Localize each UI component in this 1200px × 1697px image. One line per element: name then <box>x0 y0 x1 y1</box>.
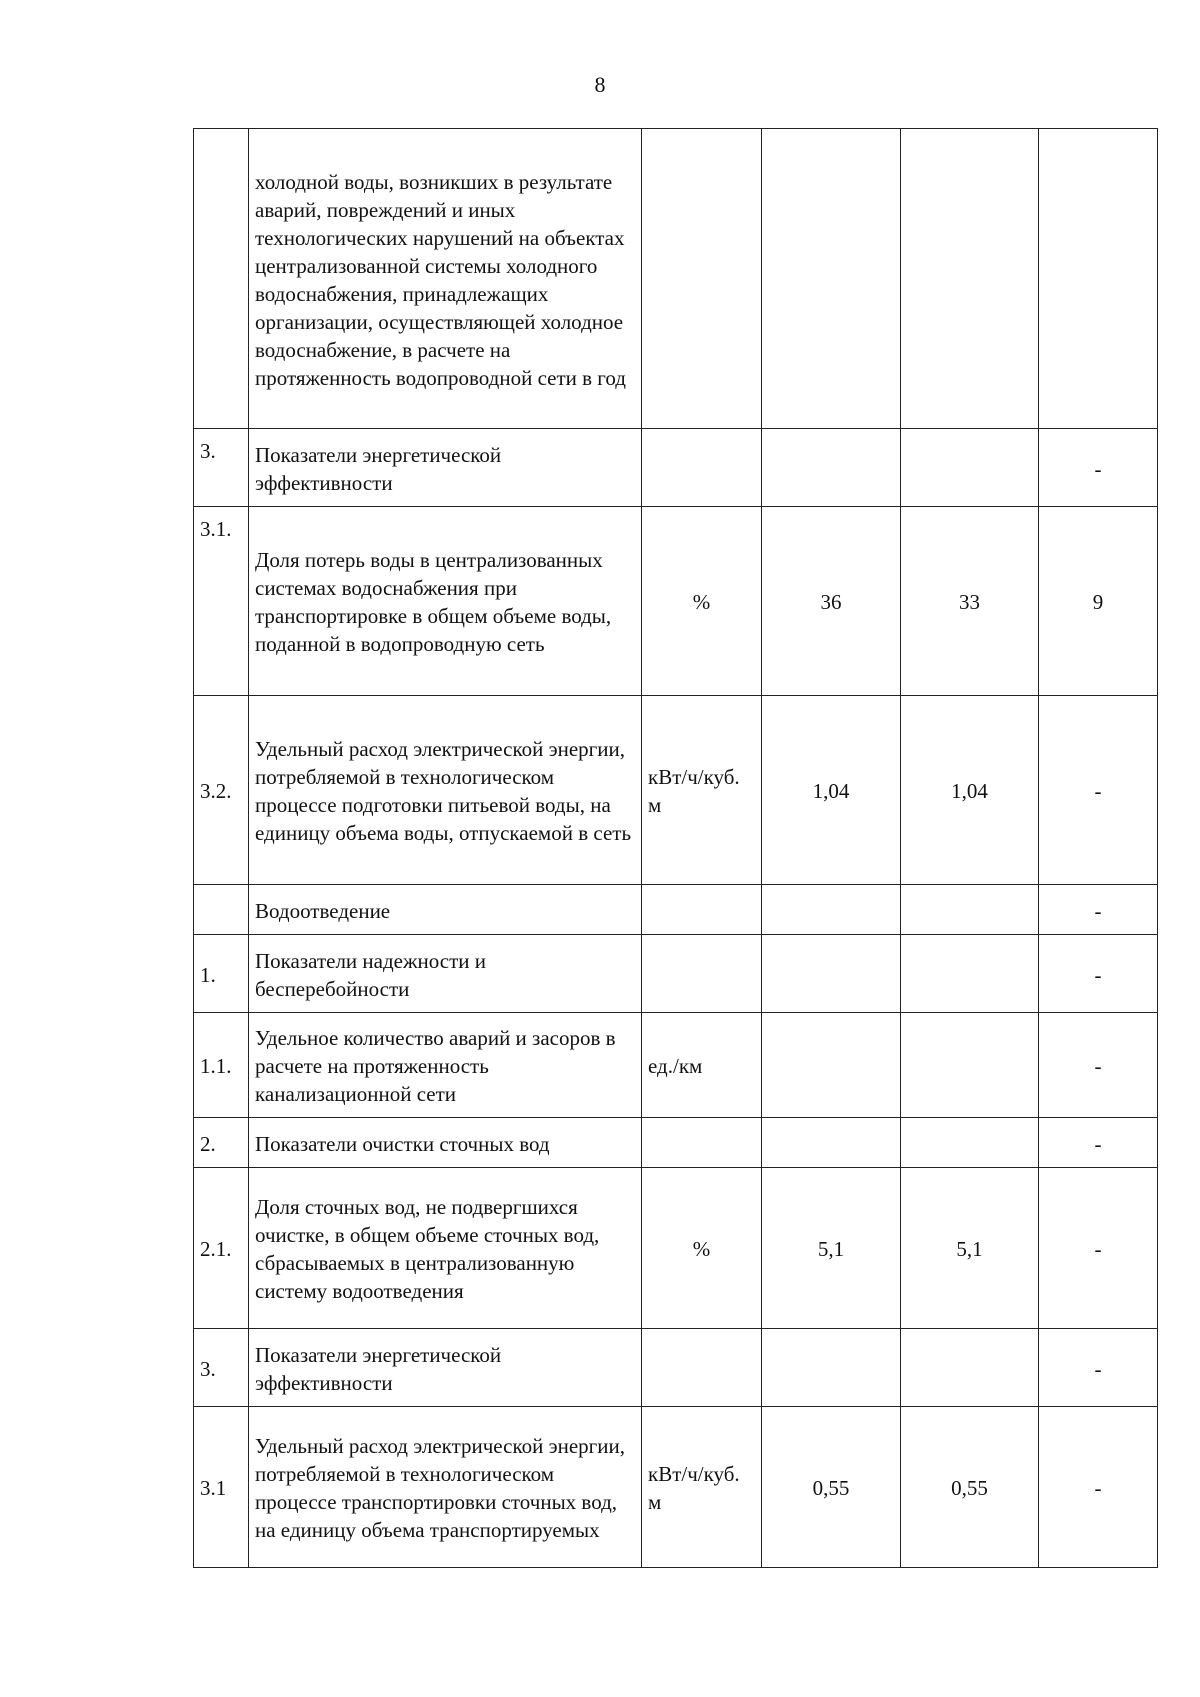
value-cell-2 <box>901 1329 1039 1407</box>
value-cell-1 <box>762 429 901 507</box>
unit-cell <box>642 1118 762 1168</box>
table-row <box>194 935 1158 1013</box>
indicator-name: Показатели надежности и бесперебойности <box>249 935 642 1013</box>
indicators-table <box>193 128 1158 1568</box>
value-cell-1 <box>762 1329 901 1407</box>
value-cell-1: 0,55 <box>762 1407 901 1568</box>
value-cell-2 <box>901 935 1039 1013</box>
row-number: 2. <box>194 1118 249 1168</box>
value-cell-2: 5,1 <box>901 1168 1039 1329</box>
value-cell-3: - <box>1039 1407 1158 1568</box>
row-number: 3. <box>194 1329 249 1407</box>
value-cell-2 <box>901 429 1039 507</box>
row-number <box>194 129 249 429</box>
value-cell-3: - <box>1039 1329 1158 1407</box>
value-cell-1: 36 <box>762 507 901 696</box>
value-cell-1 <box>762 885 901 935</box>
value-cell-1 <box>762 129 901 429</box>
indicator-name: Доля потерь воды в централизованных системах водоснабжения при транспортировке в общем объеме воды, поданной в водопроводную сеть <box>249 507 642 696</box>
value-cell-2 <box>901 129 1039 429</box>
unit-cell: % <box>642 507 762 696</box>
value-cell-3 <box>1039 129 1158 429</box>
row-number: 1.1. <box>194 1013 249 1118</box>
table-row <box>194 429 1158 507</box>
row-number: 3.1 <box>194 1407 249 1568</box>
unit-cell: кВт/ч/куб. м <box>642 696 762 885</box>
indicator-name: Удельный расход электрической энергии, потребляемой в технологическом процессе подготовки питьевой воды, на единицу объема воды, отпускаемой в сеть <box>249 696 642 885</box>
table-row <box>194 1407 1158 1568</box>
value-cell-1: 5,1 <box>762 1168 901 1329</box>
unit-cell <box>642 129 762 429</box>
value-cell-2 <box>901 1118 1039 1168</box>
indicator-name: Доля сточных вод, не подвергшихся очистке, в общем объеме сточных вод, сбрасываемых в централизованную систему водоотведения <box>249 1168 642 1329</box>
value-cell-1 <box>762 1013 901 1118</box>
unit-cell <box>642 935 762 1013</box>
value-cell-2 <box>901 885 1039 935</box>
section-heading: Водоотведение <box>249 885 642 935</box>
indicator-name: Удельное количество аварий и засоров в расчете на протяженность канализационной сети <box>249 1013 642 1118</box>
unit-cell: кВт/ч/куб. м <box>642 1407 762 1568</box>
value-cell-2: 1,04 <box>901 696 1039 885</box>
page-number: 8 <box>594 72 606 97</box>
value-cell-2 <box>901 1013 1039 1118</box>
indicator-name: холодной воды, возникших в результате аварий, повреждений и иных технологических нарушений на объектах централизованной системы холодного водоснабжения, принадлежащих организации, осуществляющей холодное водоснабжение, в расчете на протяженность водопроводной сети в год <box>249 129 642 429</box>
table-row <box>194 885 1158 935</box>
unit-cell: % <box>642 1168 762 1329</box>
value-cell-3: - <box>1039 429 1158 507</box>
indicator-name: Удельный расход электрической энергии, потребляемой в технологическом процессе транспортировки сточных вод, на единицу объема транспортируемых <box>249 1407 642 1568</box>
table-row <box>194 129 1158 429</box>
table-row <box>194 1329 1158 1407</box>
unit-cell: ед./км <box>642 1013 762 1118</box>
table-row <box>194 507 1158 696</box>
value-cell-3: - <box>1039 1013 1158 1118</box>
value-cell-3: - <box>1039 935 1158 1013</box>
value-cell-1 <box>762 1118 901 1168</box>
row-number: 3.2. <box>194 696 249 885</box>
value-cell-3: - <box>1039 696 1158 885</box>
row-number: 1. <box>194 935 249 1013</box>
value-cell-3: 9 <box>1039 507 1158 696</box>
value-cell-1: 1,04 <box>762 696 901 885</box>
table-row <box>194 1118 1158 1168</box>
value-cell-3: - <box>1039 1168 1158 1329</box>
value-cell-3: - <box>1039 1118 1158 1168</box>
table-row <box>194 1168 1158 1329</box>
row-number: 2.1. <box>194 1168 249 1329</box>
row-number: 3. <box>194 429 249 507</box>
indicator-name: Показатели энергетической эффективности <box>249 429 642 507</box>
indicator-name: Показатели очистки сточных вод <box>249 1118 642 1168</box>
unit-cell <box>642 1329 762 1407</box>
table-row <box>194 1013 1158 1118</box>
value-cell-1 <box>762 935 901 1013</box>
table-row <box>194 696 1158 885</box>
unit-cell <box>642 429 762 507</box>
row-number: 3.1. <box>194 507 249 696</box>
row-number <box>194 885 249 935</box>
value-cell-3: - <box>1039 885 1158 935</box>
indicator-name: Показатели энергетической эффективности <box>249 1329 642 1407</box>
unit-cell <box>642 885 762 935</box>
value-cell-2: 33 <box>901 507 1039 696</box>
value-cell-2: 0,55 <box>901 1407 1039 1568</box>
